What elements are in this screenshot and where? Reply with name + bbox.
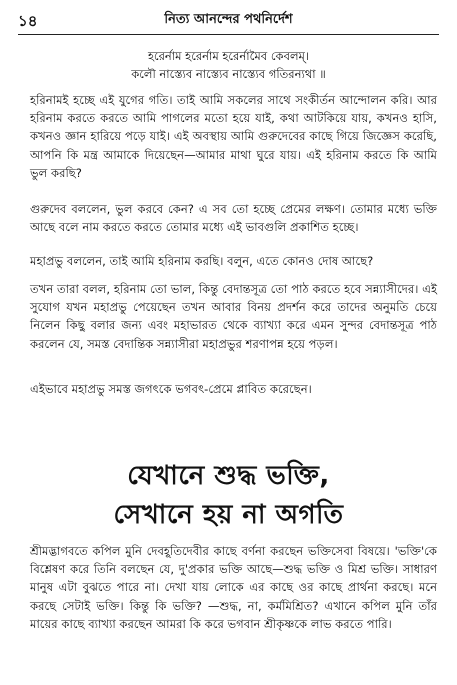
page-header (18, 8, 439, 35)
section-heading-line-2: সেখানে হয় না অগতি (113, 500, 344, 530)
paragraph-2: গুরুদেব বললেন, ভুল করবে কেন? এ সব তো হচ্ছে প্রেমের লক্ষণ। তোমার মধ্যে ভক্তি আছে বলে নাম করতে করতে তোমার মধ্যে এই ভাবগুলি প্রকাশিত হচ্ছে। (30, 202, 437, 235)
page-number: ১৪ (18, 12, 38, 30)
paragraph-1: হরিনামই হচ্ছে এই যুগের গতি। তাই আমি সকলের সাথে সংকীর্তন আন্দোলন করি। আর হরিনাম করতে করতে আমি পাগলের মতো হয়ে যাই, কথা আটকিয়ে যায়, কখনও হাসি, কখনও জ্ঞান হারিয়ে পড়ে যাই। এই অবস্থায় আমি গুরুদেবের কাছে গিয়ে জিজ্ঞেস করেছি, আপনি কি মন্ত্র আমাকে দিয়েছেন—আমার মাথা ঘুরে যায়। এই হরিনাম করতে কি আমি ভুল করছি? (30, 93, 437, 180)
paragraph-4: তখন তারা বলল, হরিনাম তো ভাল, কিন্তু বেদান্তসূত্র তো পাঠ করতে হবে সন্ন্যাসীদের। এই সুযোগ যখন মহাপ্রভু পেয়েছেন তখন আবার বিনয় প্রদর্শন করে তাদের অনুমতি চেয়ে নিলেন কিছু বলার জন্য এবং মহাভারত থেকে ব্যাখ্যা করে এমন সুন্দর বেদান্তসূত্র পাঠ করলেন যে, সমস্ত বেদান্তিক সন্ন্যাসীরা মহাপ্রভুর শরণাপন্ন হয়ে পড়ল। (30, 282, 437, 351)
paragraph-3: মহাপ্রভু বললেন, তাই আমি হরিনাম করছি। বলুন, এতে কোনও দোষ আছে? (30, 254, 374, 268)
verse-line-1: হরের্নাম হরের্নাম হরের্নামৈব কেবলম্‌। (147, 49, 310, 63)
paragraph-6: শ্রীমদ্ভাগবতে কপিল মুনি দেবহূতিদেবীর কাছে বর্ণনা করছেন ভক্তিসেবা বিষয়ে। 'ভক্তি'কে বিশ্লেষণ করে তিনি বলছেন যে, দু'প্রকার ভক্তি আছে—শুদ্ধ ভক্তি ও মিশ্র ভক্তি। সাধারণ মানুষ এটা বুঝতে পারে না। দেখা যায় লোকে এর কাছে ওর কাছে প্রার্থনা করছে। মনে করছে সেটাই ভক্তি। কিন্তু কি ভক্তি? —শুদ্ধ, না, কর্মমিশ্রিত? এখানে কপিল মুনি তাঁর মায়ের কাছে ব্যাখ্যা করছেন আমরা কি করে ভগবান শ্রীকৃষ্ণকে লাভ করতে পারি। (30, 544, 437, 631)
section-heading-line-1: যেখানে শুদ্ধ ভক্তি, (127, 461, 330, 491)
verse-line-2: কলৌ নাস্ত্যেব নাস্ত্যেব নাস্ত্যেব গতিরন্যথা ॥ (131, 67, 326, 81)
paragraph-5: এইভাবে মহাপ্রভু সমস্ত জগৎকে ভগবৎ-প্রেমে প্লাবিত করেছেন। (30, 382, 312, 396)
running-title: নিত্য আনন্দের পথনির্দেশ (164, 12, 293, 27)
